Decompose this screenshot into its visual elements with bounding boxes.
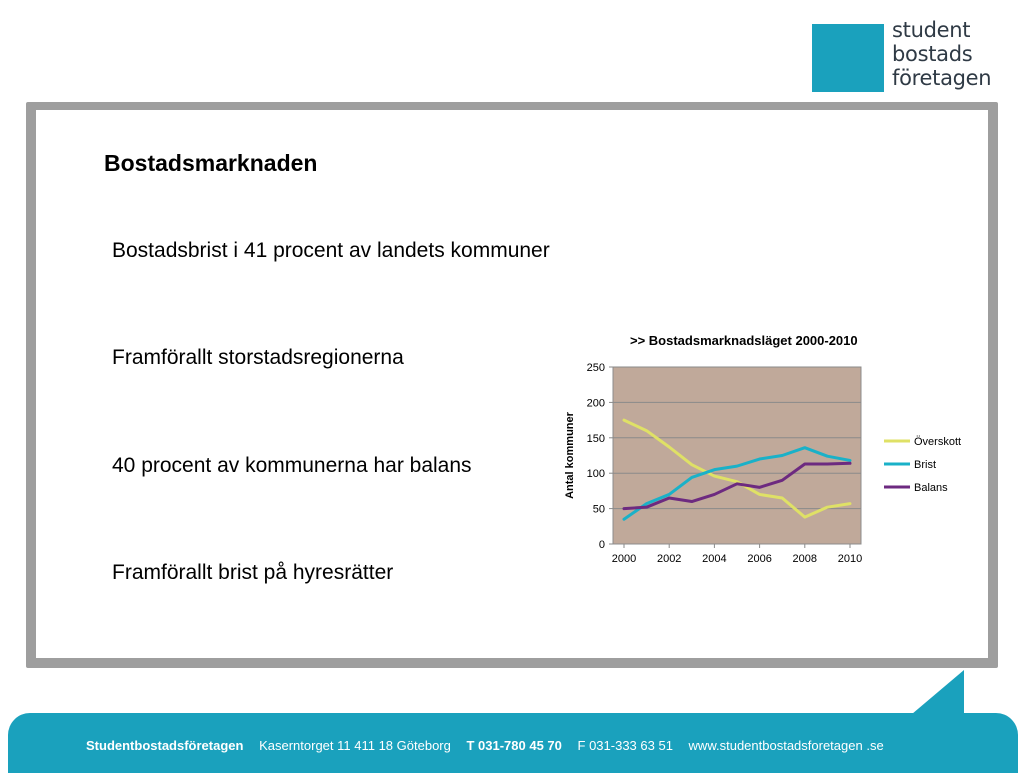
chart-title: >> Bostadsmarknadsläget 2000-2010: [630, 333, 858, 348]
y-tick-label: 100: [586, 468, 605, 481]
y-tick-label: 0: [598, 539, 605, 551]
line-chart: [556, 326, 976, 576]
x-tick-label: 2000: [611, 553, 637, 565]
logo-line-3: företagen: [892, 66, 992, 90]
legend-label: Brist: [914, 459, 936, 471]
x-tick-label: 2008: [792, 553, 818, 565]
bullet-4: Framförallt brist på hyresrätter: [112, 561, 394, 584]
x-tick-label: 2010: [837, 553, 863, 565]
chart-svg: [556, 326, 976, 576]
x-tick-label: 2002: [656, 553, 682, 565]
y-tick-label: 200: [586, 397, 605, 410]
bullet-3: 40 procent av kommunerna har balans: [112, 454, 472, 477]
footer-phone: T 031-780 45 70: [466, 738, 562, 753]
footer-contact: [86, 738, 884, 753]
footer-triangle-decoration: [912, 670, 964, 714]
bullet-1: Bostadsbrist i 41 procent av landets kommuner: [112, 239, 550, 262]
logo-line-1: student: [892, 18, 971, 42]
y-tick-label: 150: [586, 432, 605, 445]
y-tick-label: 50: [592, 503, 605, 516]
legend-label: Överskott: [914, 436, 962, 448]
company-logo: [808, 18, 1008, 98]
footer-fax: F 031-333 63 51: [577, 738, 673, 753]
legend-label: Balans: [914, 482, 948, 494]
footer-company: Studentbostadsföretagen: [86, 738, 244, 753]
logo-arrow-icon: [808, 20, 888, 96]
x-tick-label: 2004: [702, 553, 727, 565]
slide-title: Bostadsmarknaden: [104, 150, 318, 176]
logo-line-2: bostads: [892, 42, 973, 66]
logo-wordmark: [892, 18, 991, 90]
footer-web-link[interactable]: www.studentbostadsforetagen .se: [688, 738, 884, 753]
x-tick-label: 2006: [747, 553, 772, 565]
y-tick-label: 250: [586, 362, 605, 374]
bullet-2: Framförallt storstadsregionerna: [112, 346, 404, 369]
footer-address: Kaserntorget 11 411 18 Göteborg: [259, 738, 451, 753]
y-axis-label: Antal kommuner: [564, 412, 576, 499]
